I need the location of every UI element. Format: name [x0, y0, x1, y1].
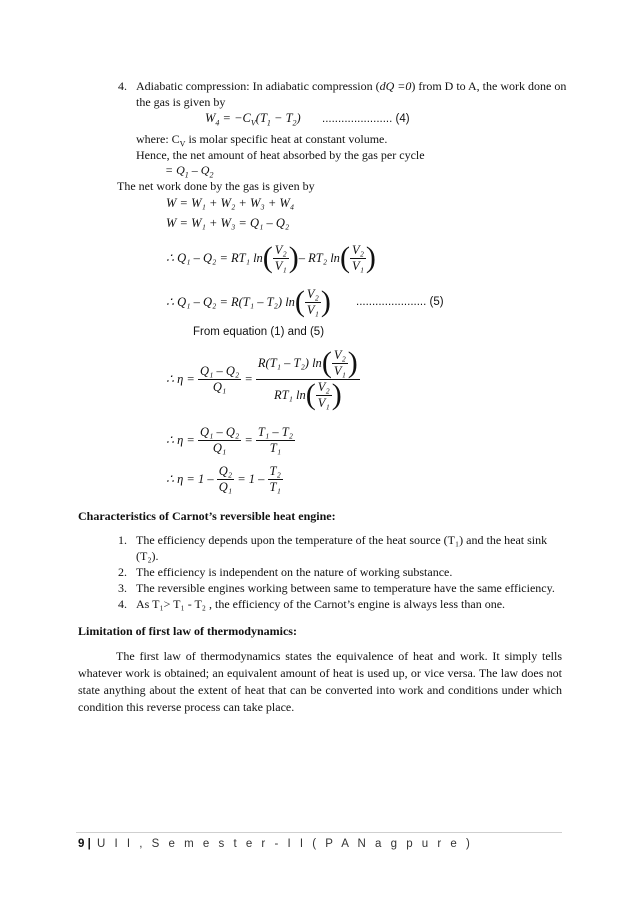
paren-open: (: [294, 285, 305, 318]
characteristic-3: The reversible engines working between same to temperature have the same efficiency.: [136, 581, 555, 595]
equation-w-sum: W = W₁ + W₂ + W₃ + W₄: [166, 196, 295, 210]
eta1-lhs: ∴ η =: [166, 372, 195, 386]
paren-open: (: [305, 378, 316, 411]
characteristic-1-cont: (T₂).: [136, 549, 159, 563]
eq4-rhs: = −C: [222, 111, 251, 125]
paren-close: ): [320, 285, 331, 318]
frac-den: [256, 379, 360, 411]
characteristic-4: As T₁> T₁ - T₂ , the efficiency of the Carnot’s engine is always less than one.: [136, 597, 506, 611]
frac-num: V₂: [351, 242, 364, 257]
item4-line1: [136, 78, 567, 94]
eq4-t2: − T: [270, 111, 293, 125]
fraction-t: [256, 425, 295, 456]
list-number: 4.: [118, 79, 127, 93]
item4-dq: dQ =0: [379, 79, 412, 93]
limitation-heading: Limitation of first law of thermodynamics:: [78, 624, 297, 638]
fraction-q: [198, 364, 241, 395]
eq3-lhs: ∴ Q₁ – Q₂ = RT₁ ln: [166, 251, 263, 265]
frac-num: V₂: [317, 379, 330, 394]
fraction-q: [198, 425, 241, 456]
net-heat-q2-sub: 2: [209, 170, 214, 180]
frac-den: V₁: [351, 258, 364, 273]
paren-close: ): [288, 241, 299, 274]
paren-open: (: [262, 241, 273, 274]
equation-w-q: W = W₁ + W₃ = Q₁ – Q₂: [166, 216, 290, 230]
where-rest: is molar specific heat at constant volume.: [185, 132, 388, 146]
eq4-cv-sub: V: [250, 118, 256, 128]
eq5-lhs: ∴ Q₁ – Q₂ = R(T₁ – T₂) ln: [166, 295, 295, 309]
paren-close: ): [331, 378, 342, 411]
item4-line2: the gas is given by: [136, 95, 226, 109]
paren-open: (: [321, 346, 332, 379]
characteristics-heading: Characteristics of Carnot’s reversible heat engine:: [78, 509, 336, 523]
paren-close: ): [365, 241, 376, 274]
equation-4-label: ...................... (4): [322, 113, 410, 125]
eta2-eq: =: [244, 432, 253, 447]
frac-den: T₁: [256, 440, 295, 456]
eta1-rden: RT₁ ln: [273, 387, 306, 402]
limitation-paragraph: The first law of thermodynamics states the equivalence of heat and work. It simply tells whatever work is obtained; an equivalent amount of heat is used up, or vice versa. The law does not state anything about the extent of heat that can be converted into work and conditions under which condition this reverse process can take place.: [78, 649, 562, 714]
frac-num: Q₂: [218, 463, 233, 478]
fraction-q: [217, 464, 234, 495]
paren-open: (: [339, 241, 350, 274]
frac-num: V₂: [306, 286, 319, 301]
equation-5: [166, 280, 331, 324]
list-number: 2.: [118, 565, 127, 579]
eta1-eq: =: [244, 371, 253, 386]
frac-num: V₂: [274, 242, 287, 257]
eq4-w: W: [205, 111, 216, 125]
frac-den: V₁: [317, 395, 330, 410]
item4-text-a: Adiabatic compression: In adiabatic compression (: [136, 79, 380, 93]
frac-num: Q₁ – Q₂: [199, 363, 240, 378]
efficiency-eq-2: [166, 420, 295, 460]
characteristic-1: The efficiency depends upon the temperature of the heat source (T₁) and the heat sink: [136, 533, 548, 547]
fraction-v2-v1: [273, 243, 289, 274]
eq4-t2-sub: 2: [292, 118, 297, 128]
page-number: 9 |: [78, 838, 91, 850]
list-number: 3.: [118, 581, 127, 595]
paren-close: ): [347, 346, 358, 379]
fraction-v2-v1: [332, 348, 348, 379]
frac-den: Q₁: [198, 440, 241, 456]
item4-text-b: ) from D to A, the work done on: [411, 79, 567, 93]
footer-text: U I I , S e m e s t e r - I I ( P A N a g p u r e ): [90, 838, 473, 850]
fraction-v2-v1: [305, 287, 321, 318]
frac-num: V₂: [333, 347, 346, 362]
frac-den: T₁: [269, 479, 281, 494]
eq4-t1-sub: 1: [266, 118, 271, 128]
equation-4: [205, 111, 301, 128]
eq4-close: ): [296, 111, 301, 125]
list-number: 4.: [118, 597, 127, 611]
list-number: 1.: [118, 533, 127, 547]
hence-line: Hence, the net amount of heat absorbed by the gas per cycle: [136, 148, 425, 162]
characteristic-2: The efficiency is independent on the nature of working substance.: [136, 565, 453, 579]
eta1-rnum: R(T₁ – T₂) ln: [257, 355, 322, 370]
equation-5-label: ...................... (5): [356, 296, 444, 308]
net-heat-q2: – Q: [188, 163, 210, 177]
net-heat-q1-sub: 1: [184, 170, 189, 180]
frac-den: Q₁: [218, 479, 233, 494]
where-cv: where: C: [136, 132, 180, 146]
eq3-mid: – RT₂ ln: [298, 250, 340, 265]
fraction-r-ln: [256, 348, 360, 411]
equation-q-diff-ln: [166, 236, 376, 280]
frac-num: T₁ – T₂: [257, 424, 294, 439]
eta2-lhs: ∴ η =: [166, 433, 195, 447]
frac-num: [256, 348, 360, 379]
frac-den: Q₁: [198, 379, 241, 395]
eq4-w-sub: 4: [215, 118, 220, 128]
frac-den: V₁: [333, 363, 346, 378]
frac-den: V₁: [306, 302, 319, 317]
where-cv-sub: V: [179, 139, 186, 149]
fraction-t: [268, 464, 283, 495]
eta3-eq: = 1 –: [237, 471, 265, 486]
network-intro: The net work done by the gas is given by: [117, 179, 315, 193]
eta3-lhs: ∴ η = 1 –: [166, 472, 214, 486]
efficiency-eq-3: [166, 459, 283, 499]
frac-num: Q₁ – Q₂: [199, 424, 240, 439]
fraction-v2-v1: [350, 243, 366, 274]
frac-num: T₂: [269, 463, 281, 478]
fraction-v2-v1: [316, 380, 332, 411]
eq4-t1: (T: [255, 111, 267, 125]
efficiency-eq-1: [166, 340, 360, 418]
from-equation: From equation (1) and (5): [193, 326, 325, 338]
page-footer: [78, 838, 473, 850]
net-heat-q1: = Q: [165, 163, 185, 177]
footer-rule: [76, 832, 562, 833]
frac-den: V₁: [274, 258, 287, 273]
